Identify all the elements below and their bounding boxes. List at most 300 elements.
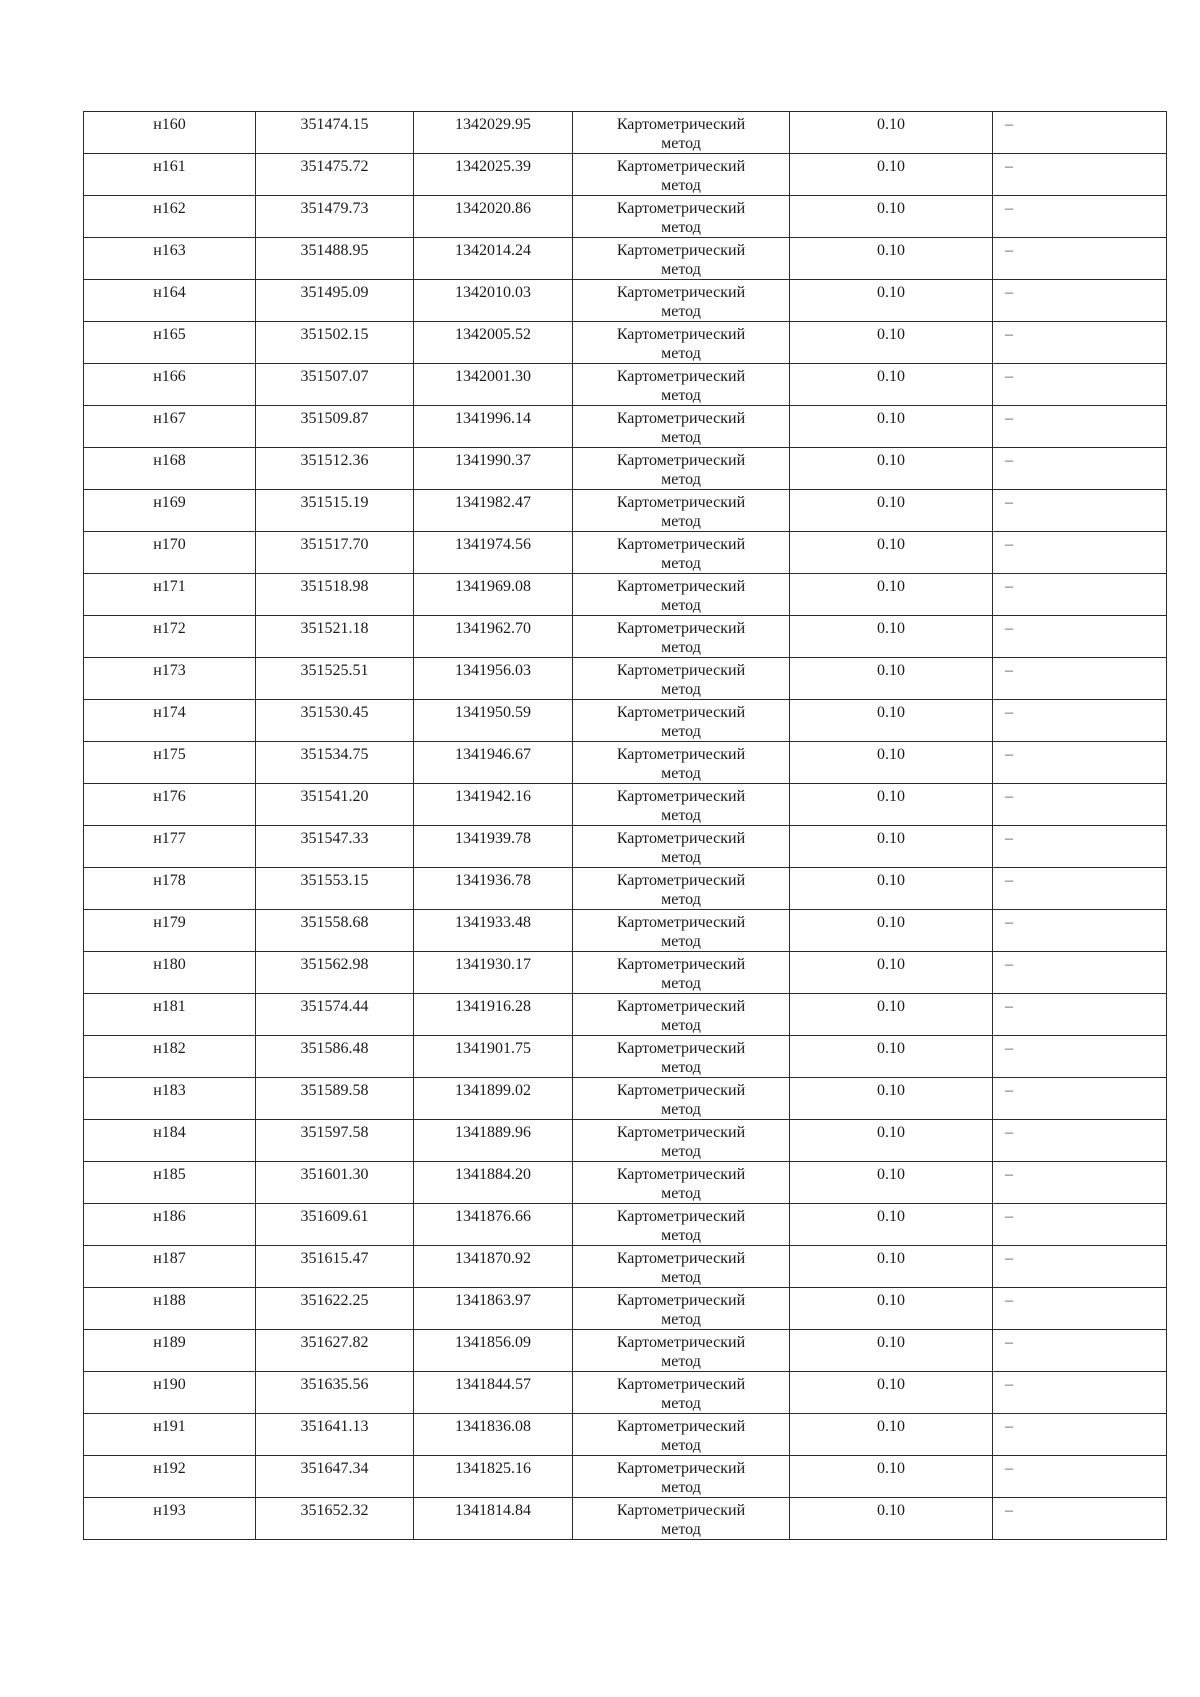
method-cell (573, 742, 790, 784)
coord-y-cell: 1341930.17 (414, 952, 573, 994)
method-cell (573, 784, 790, 826)
method-cell (573, 910, 790, 952)
method-line-1: Картометрический (616, 914, 746, 931)
method-cell (573, 448, 790, 490)
method-cell (573, 1036, 790, 1078)
method-cell (573, 322, 790, 364)
point-id-cell: н181 (84, 994, 256, 1036)
method-line-2: метод (661, 639, 701, 656)
table-row (84, 616, 1167, 658)
table-row (84, 448, 1167, 490)
coord-x-cell: 351525.51 (256, 658, 414, 700)
point-id-cell: н189 (84, 1330, 256, 1372)
method-line-1: Картометрический (616, 410, 746, 427)
method-line-1: Картометрический (616, 1502, 746, 1519)
point-id-cell: н179 (84, 910, 256, 952)
method-line-2: метод (661, 387, 701, 404)
method-line-2: метод (661, 1269, 701, 1286)
method-cell (573, 994, 790, 1036)
method-line-1: Картометрический (616, 1082, 746, 1099)
method-line-1: Картометрический (616, 494, 746, 511)
coord-x-cell: 351558.68 (256, 910, 414, 952)
coord-y-cell: 1342014.24 (414, 238, 573, 280)
method-cell (573, 490, 790, 532)
accuracy-cell: 0.10 (790, 700, 993, 742)
table-row (84, 1078, 1167, 1120)
point-id-cell: н168 (84, 448, 256, 490)
method-line-1: Картометрический (616, 1418, 746, 1435)
coord-x-cell: 351627.82 (256, 1330, 414, 1372)
point-id-cell: н162 (84, 196, 256, 238)
method-cell (573, 364, 790, 406)
coord-x-cell: 351574.44 (256, 994, 414, 1036)
method-line-1: Картометрический (616, 872, 746, 889)
note-cell: – (993, 1036, 1167, 1078)
method-line-1: Картометрический (616, 998, 746, 1015)
point-id-cell: н191 (84, 1414, 256, 1456)
table-row (84, 154, 1167, 196)
point-id-cell: н187 (84, 1246, 256, 1288)
coord-x-cell: 351517.70 (256, 532, 414, 574)
note-cell: – (993, 406, 1167, 448)
coord-x-cell: 351507.07 (256, 364, 414, 406)
coord-y-cell: 1341825.16 (414, 1456, 573, 1498)
method-cell (573, 1330, 790, 1372)
method-cell (573, 616, 790, 658)
coord-x-cell: 351647.34 (256, 1456, 414, 1498)
method-cell (573, 1246, 790, 1288)
point-id-cell: н185 (84, 1162, 256, 1204)
note-cell: – (993, 574, 1167, 616)
method-line-2: метод (661, 261, 701, 278)
coord-x-cell: 351474.15 (256, 112, 414, 154)
method-cell (573, 1456, 790, 1498)
point-id-cell: н165 (84, 322, 256, 364)
point-id-cell: н169 (84, 490, 256, 532)
method-line-2: метод (661, 1017, 701, 1034)
table-row (84, 1456, 1167, 1498)
method-line-1: Картометрический (616, 1376, 746, 1393)
coord-x-cell: 351586.48 (256, 1036, 414, 1078)
note-cell: – (993, 364, 1167, 406)
method-line-2: метод (661, 891, 701, 908)
method-cell (573, 952, 790, 994)
coord-x-cell: 351641.13 (256, 1414, 414, 1456)
table-row (84, 406, 1167, 448)
method-cell (573, 1078, 790, 1120)
coord-y-cell: 1341946.67 (414, 742, 573, 784)
method-line-2: метод (661, 1353, 701, 1370)
accuracy-cell: 0.10 (790, 868, 993, 910)
point-id-cell: н172 (84, 616, 256, 658)
coord-x-cell: 351488.95 (256, 238, 414, 280)
method-line-2: метод (661, 177, 701, 194)
point-id-cell: н176 (84, 784, 256, 826)
method-line-1: Картометрический (616, 1208, 746, 1225)
method-cell (573, 868, 790, 910)
coord-y-cell: 1342001.30 (414, 364, 573, 406)
table-row (84, 1246, 1167, 1288)
method-line-1: Картометрический (616, 536, 746, 553)
accuracy-cell: 0.10 (790, 490, 993, 532)
accuracy-cell: 0.10 (790, 1204, 993, 1246)
note-cell: – (993, 1204, 1167, 1246)
accuracy-cell: 0.10 (790, 154, 993, 196)
method-line-1: Картометрический (616, 284, 746, 301)
method-line-2: метод (661, 807, 701, 824)
note-cell: – (993, 658, 1167, 700)
method-line-1: Картометрический (616, 326, 746, 343)
point-id-cell: н177 (84, 826, 256, 868)
method-line-2: метод (661, 555, 701, 572)
method-line-2: метод (661, 1479, 701, 1496)
note-cell: – (993, 1456, 1167, 1498)
accuracy-cell: 0.10 (790, 1456, 993, 1498)
method-line-1: Картометрический (616, 956, 746, 973)
method-line-2: метод (661, 1101, 701, 1118)
table-row (84, 1162, 1167, 1204)
accuracy-cell: 0.10 (790, 112, 993, 154)
method-cell (573, 658, 790, 700)
method-line-2: метод (661, 1395, 701, 1412)
method-line-2: метод (661, 345, 701, 362)
method-cell (573, 1414, 790, 1456)
coord-x-cell: 351479.73 (256, 196, 414, 238)
accuracy-cell: 0.10 (790, 616, 993, 658)
note-cell: – (993, 280, 1167, 322)
method-cell (573, 1204, 790, 1246)
accuracy-cell: 0.10 (790, 280, 993, 322)
point-id-cell: н190 (84, 1372, 256, 1414)
method-cell (573, 406, 790, 448)
method-cell (573, 154, 790, 196)
method-line-1: Картометрический (616, 1124, 746, 1141)
table-row (84, 784, 1167, 826)
point-id-cell: н175 (84, 742, 256, 784)
coord-y-cell: 1341889.96 (414, 1120, 573, 1162)
method-line-1: Картометрический (616, 788, 746, 805)
point-id-cell: н163 (84, 238, 256, 280)
method-cell (573, 826, 790, 868)
coord-y-cell: 1341933.48 (414, 910, 573, 952)
method-line-1: Картометрический (616, 578, 746, 595)
coord-x-cell: 351541.20 (256, 784, 414, 826)
note-cell: – (993, 238, 1167, 280)
method-line-1: Картометрический (616, 1250, 746, 1267)
table-row (84, 1288, 1167, 1330)
accuracy-cell: 0.10 (790, 994, 993, 1036)
coord-y-cell: 1341856.09 (414, 1330, 573, 1372)
note-cell: – (993, 616, 1167, 658)
method-cell (573, 1162, 790, 1204)
accuracy-cell: 0.10 (790, 196, 993, 238)
coord-y-cell: 1341969.08 (414, 574, 573, 616)
accuracy-cell: 0.10 (790, 1288, 993, 1330)
note-cell: – (993, 1288, 1167, 1330)
method-line-1: Картометрический (616, 368, 746, 385)
point-id-cell: н184 (84, 1120, 256, 1162)
table-row (84, 1036, 1167, 1078)
method-line-1: Картометрический (616, 620, 746, 637)
point-id-cell: н188 (84, 1288, 256, 1330)
method-line-1: Картометрический (616, 1334, 746, 1351)
accuracy-cell: 0.10 (790, 1162, 993, 1204)
table-row (84, 868, 1167, 910)
method-line-2: метод (661, 1059, 701, 1076)
note-cell: – (993, 1078, 1167, 1120)
accuracy-cell: 0.10 (790, 952, 993, 994)
point-id-cell: н193 (84, 1498, 256, 1540)
coord-y-cell: 1341863.97 (414, 1288, 573, 1330)
coord-y-cell: 1341939.78 (414, 826, 573, 868)
note-cell: – (993, 490, 1167, 532)
method-cell (573, 1498, 790, 1540)
method-line-2: метод (661, 303, 701, 320)
table-row (84, 994, 1167, 1036)
accuracy-cell: 0.10 (790, 1078, 993, 1120)
method-line-2: метод (661, 681, 701, 698)
note-cell: – (993, 1162, 1167, 1204)
method-line-2: метод (661, 429, 701, 446)
method-line-1: Картометрический (616, 452, 746, 469)
method-line-2: метод (661, 513, 701, 530)
method-cell (573, 532, 790, 574)
coord-y-cell: 1342025.39 (414, 154, 573, 196)
method-line-2: метод (661, 933, 701, 950)
note-cell: – (993, 868, 1167, 910)
table-row (84, 238, 1167, 280)
accuracy-cell: 0.10 (790, 448, 993, 490)
method-line-2: метод (661, 1311, 701, 1328)
method-line-1: Картометрический (616, 1166, 746, 1183)
method-cell (573, 238, 790, 280)
coord-y-cell: 1342020.86 (414, 196, 573, 238)
table-row (84, 700, 1167, 742)
coordinates-table (83, 111, 1167, 1540)
method-line-2: метод (661, 135, 701, 152)
table-row (84, 574, 1167, 616)
coord-x-cell: 351615.47 (256, 1246, 414, 1288)
coordinates-table-body (84, 112, 1167, 1540)
coord-y-cell: 1341990.37 (414, 448, 573, 490)
coord-y-cell: 1341982.47 (414, 490, 573, 532)
method-cell (573, 574, 790, 616)
accuracy-cell: 0.10 (790, 574, 993, 616)
coord-x-cell: 351512.36 (256, 448, 414, 490)
method-line-1: Картометрический (616, 662, 746, 679)
point-id-cell: н161 (84, 154, 256, 196)
point-id-cell: н167 (84, 406, 256, 448)
note-cell: – (993, 1246, 1167, 1288)
note-cell: – (993, 700, 1167, 742)
coord-y-cell: 1341950.59 (414, 700, 573, 742)
coord-y-cell: 1341942.16 (414, 784, 573, 826)
coord-x-cell: 351534.75 (256, 742, 414, 784)
coord-y-cell: 1341974.56 (414, 532, 573, 574)
note-cell: – (993, 826, 1167, 868)
method-line-1: Картометрический (616, 242, 746, 259)
table-row (84, 658, 1167, 700)
coord-y-cell: 1342005.52 (414, 322, 573, 364)
note-cell: – (993, 154, 1167, 196)
point-id-cell: н174 (84, 700, 256, 742)
accuracy-cell: 0.10 (790, 910, 993, 952)
note-cell: – (993, 196, 1167, 238)
point-id-cell: н164 (84, 280, 256, 322)
coord-y-cell: 1341899.02 (414, 1078, 573, 1120)
method-line-2: метод (661, 1227, 701, 1244)
method-line-1: Картометрический (616, 1040, 746, 1057)
note-cell: – (993, 952, 1167, 994)
table-row (84, 1330, 1167, 1372)
coord-y-cell: 1341916.28 (414, 994, 573, 1036)
coord-y-cell: 1341870.92 (414, 1246, 573, 1288)
method-line-2: метод (661, 1185, 701, 1202)
method-line-1: Картометрический (616, 158, 746, 175)
coord-y-cell: 1341996.14 (414, 406, 573, 448)
coord-x-cell: 351589.58 (256, 1078, 414, 1120)
accuracy-cell: 0.10 (790, 406, 993, 448)
table-row (84, 1120, 1167, 1162)
coord-y-cell: 1342010.03 (414, 280, 573, 322)
point-id-cell: н160 (84, 112, 256, 154)
method-line-1: Картометрический (616, 746, 746, 763)
accuracy-cell: 0.10 (790, 1414, 993, 1456)
accuracy-cell: 0.10 (790, 658, 993, 700)
accuracy-cell: 0.10 (790, 1498, 993, 1540)
method-line-2: метод (661, 723, 701, 740)
note-cell: – (993, 1498, 1167, 1540)
coord-x-cell: 351509.87 (256, 406, 414, 448)
note-cell: – (993, 1372, 1167, 1414)
accuracy-cell: 0.10 (790, 1330, 993, 1372)
note-cell: – (993, 784, 1167, 826)
note-cell: – (993, 532, 1167, 574)
accuracy-cell: 0.10 (790, 784, 993, 826)
coord-y-cell: 1341884.20 (414, 1162, 573, 1204)
accuracy-cell: 0.10 (790, 238, 993, 280)
method-line-2: метод (661, 1521, 701, 1538)
coord-y-cell: 1341936.78 (414, 868, 573, 910)
coord-x-cell: 351635.56 (256, 1372, 414, 1414)
method-cell (573, 1372, 790, 1414)
coord-x-cell: 351502.15 (256, 322, 414, 364)
table-row (84, 1372, 1167, 1414)
method-cell (573, 700, 790, 742)
method-line-2: метод (661, 597, 701, 614)
coord-x-cell: 351622.25 (256, 1288, 414, 1330)
table-row (84, 364, 1167, 406)
point-id-cell: н182 (84, 1036, 256, 1078)
point-id-cell: н186 (84, 1204, 256, 1246)
coord-y-cell: 1341844.57 (414, 1372, 573, 1414)
method-line-2: метод (661, 849, 701, 866)
coord-x-cell: 351475.72 (256, 154, 414, 196)
method-cell (573, 1120, 790, 1162)
table-row (84, 322, 1167, 364)
table-row (84, 1498, 1167, 1540)
method-cell (573, 112, 790, 154)
method-cell (573, 280, 790, 322)
method-line-1: Картометрический (616, 200, 746, 217)
method-line-1: Картометрический (616, 116, 746, 133)
coord-x-cell: 351597.58 (256, 1120, 414, 1162)
table-row (84, 910, 1167, 952)
note-cell: – (993, 448, 1167, 490)
coord-x-cell: 351652.32 (256, 1498, 414, 1540)
coord-x-cell: 351553.15 (256, 868, 414, 910)
point-id-cell: н183 (84, 1078, 256, 1120)
coord-x-cell: 351530.45 (256, 700, 414, 742)
method-line-2: метод (661, 765, 701, 782)
coord-y-cell: 1341814.84 (414, 1498, 573, 1540)
point-id-cell: н166 (84, 364, 256, 406)
coord-x-cell: 351521.18 (256, 616, 414, 658)
method-line-2: метод (661, 975, 701, 992)
table-row (84, 1414, 1167, 1456)
table-row (84, 490, 1167, 532)
coord-x-cell: 351562.98 (256, 952, 414, 994)
note-cell: – (993, 742, 1167, 784)
point-id-cell: н178 (84, 868, 256, 910)
note-cell: – (993, 322, 1167, 364)
accuracy-cell: 0.10 (790, 1246, 993, 1288)
coord-x-cell: 351547.33 (256, 826, 414, 868)
coord-x-cell: 351515.19 (256, 490, 414, 532)
point-id-cell: н170 (84, 532, 256, 574)
method-cell (573, 1288, 790, 1330)
method-line-2: метод (661, 219, 701, 236)
note-cell: – (993, 910, 1167, 952)
note-cell: – (993, 1330, 1167, 1372)
accuracy-cell: 0.10 (790, 742, 993, 784)
method-line-2: метод (661, 1143, 701, 1160)
accuracy-cell: 0.10 (790, 826, 993, 868)
coord-y-cell: 1342029.95 (414, 112, 573, 154)
point-id-cell: н180 (84, 952, 256, 994)
accuracy-cell: 0.10 (790, 532, 993, 574)
table-row (84, 532, 1167, 574)
table-row (84, 1204, 1167, 1246)
note-cell: – (993, 994, 1167, 1036)
accuracy-cell: 0.10 (790, 322, 993, 364)
note-cell: – (993, 1414, 1167, 1456)
table-row (84, 952, 1167, 994)
coord-x-cell: 351518.98 (256, 574, 414, 616)
accuracy-cell: 0.10 (790, 364, 993, 406)
table-row (84, 742, 1167, 784)
method-cell (573, 196, 790, 238)
coord-x-cell: 351609.61 (256, 1204, 414, 1246)
method-line-1: Картометрический (616, 1460, 746, 1477)
coord-y-cell: 1341962.70 (414, 616, 573, 658)
method-line-1: Картометрический (616, 1292, 746, 1309)
note-cell: – (993, 112, 1167, 154)
point-id-cell: н192 (84, 1456, 256, 1498)
point-id-cell: н173 (84, 658, 256, 700)
accuracy-cell: 0.10 (790, 1036, 993, 1078)
method-line-2: метод (661, 471, 701, 488)
coord-x-cell: 351601.30 (256, 1162, 414, 1204)
method-line-2: метод (661, 1437, 701, 1454)
table-row (84, 280, 1167, 322)
coord-x-cell: 351495.09 (256, 280, 414, 322)
table-row (84, 112, 1167, 154)
accuracy-cell: 0.10 (790, 1120, 993, 1162)
coord-y-cell: 1341876.66 (414, 1204, 573, 1246)
note-cell: – (993, 1120, 1167, 1162)
coord-y-cell: 1341836.08 (414, 1414, 573, 1456)
